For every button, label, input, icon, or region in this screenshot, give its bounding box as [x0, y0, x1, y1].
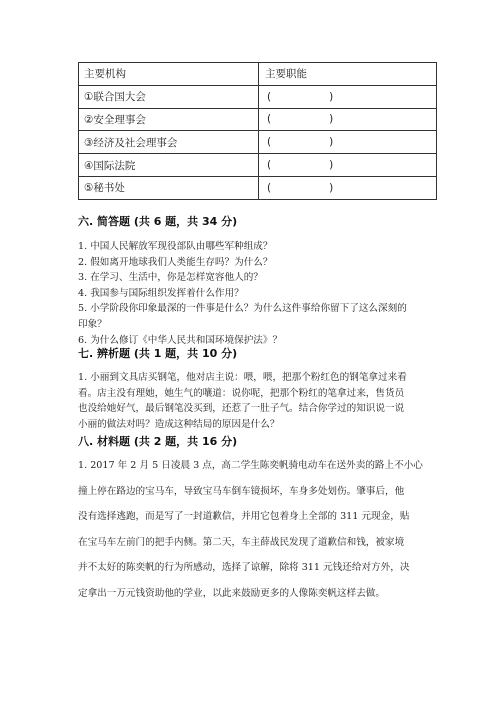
table-row — [79, 154, 437, 177]
header-function: 主要职能 — [259, 63, 437, 86]
paragraph-line: 小丽的做法对吗？造成这种结局的原因是什么？ — [78, 419, 280, 431]
table-row — [79, 85, 437, 108]
paragraph-line: 看。店主没有理她，她生气的嚷道：说你呢，把那个粉红的笔拿过来，售货员 — [78, 387, 405, 399]
question-item: 3. 在学习、生活中，你是怎样宽容他人的？ — [78, 272, 263, 284]
answer-blank[interactable]: ( ) — [259, 176, 437, 199]
un-organs-table — [78, 62, 437, 200]
section-6-heading: 六. 简答题 (共 6 题，共 34 分) — [78, 215, 238, 228]
question-item: 2. 假如离开地球我们人类能生存吗？为什么？ — [78, 256, 273, 268]
answer-blank[interactable]: ( ) — [259, 85, 437, 108]
answer-blank[interactable]: ( ) — [259, 131, 437, 154]
organ-cell: ⑤秘书处 — [79, 176, 259, 199]
organ-cell: ②安全理事会 — [79, 108, 259, 131]
paragraph-line: 撞上停在路边的宝马车，导致宝马车倒车镜损坏，车身多处划伤。肇事后，他 — [78, 485, 405, 497]
section-6-questions — [78, 239, 408, 348]
organ-cell: ①联合国大会 — [79, 85, 259, 108]
organ-cell: ④国际法院 — [79, 154, 259, 177]
paragraph-line: 1. 2017 年 2 月 5 日凌晨 3 点，高二学生陈奕帆骑电动车在送外卖的路上不小心 — [78, 460, 423, 471]
paragraph-line: 1. 小丽到文具店买钢笔，他对店主说：喂，喂，把那个粉红色的钢笔拿过来看 — [78, 372, 407, 383]
paragraph-line: 在宝马车左前门的把手内侧。第二天，车主薛战民发现了道歉信和钱，被家境 — [78, 536, 405, 548]
section-7-heading: 七. 辨析题 (共 1 题，共 10 分) — [78, 347, 238, 360]
header-organ: 主要机构 — [79, 63, 259, 86]
question-item: 5. 小学阶段你印象最深的一件事是什么？为什么这件事给你留下了这么深刻的 — [78, 303, 407, 315]
question-item: 4. 我国参与国际组织发挥着什么作用？ — [78, 287, 244, 299]
table-row — [79, 131, 437, 154]
paragraph-line: 也没给她好气，最后钢笔没买到，还惹了一肚子气。结合你学过的知识说一说 — [78, 403, 405, 415]
section-7-question — [78, 370, 436, 433]
table-row — [79, 176, 437, 199]
question-item: 印象？ — [78, 318, 107, 330]
paragraph-line: 没有选择逃跑，而是写了一封道歉信，并用它包着身上全部的 311 元现金，贴 — [78, 511, 410, 523]
paragraph-line: 并不太好的陈奕帆的行为所感动，选择了谅解，除将 311 元钱还给对方外，决 — [78, 562, 410, 574]
table-header-row — [79, 63, 437, 86]
answer-blank[interactable]: ( ) — [259, 108, 437, 131]
answer-blank[interactable]: ( ) — [259, 154, 437, 177]
section-8-heading: 八. 材料题 (共 2 题，共 16 分) — [78, 435, 238, 448]
paragraph-line: 定拿出一万元钱资助他的学业，以此来鼓励更多的人像陈奕帆这样去做。 — [78, 587, 385, 599]
table-row — [79, 108, 437, 131]
question-item: 1. 中国人民解放军现役部队由哪些军种组成？ — [78, 241, 273, 252]
organ-cell: ③经济及社会理事会 — [79, 131, 259, 154]
question-item: 6. 为什么修订《中华人民共和国环境保护法》？ — [78, 334, 283, 346]
section-8-material — [78, 453, 436, 607]
